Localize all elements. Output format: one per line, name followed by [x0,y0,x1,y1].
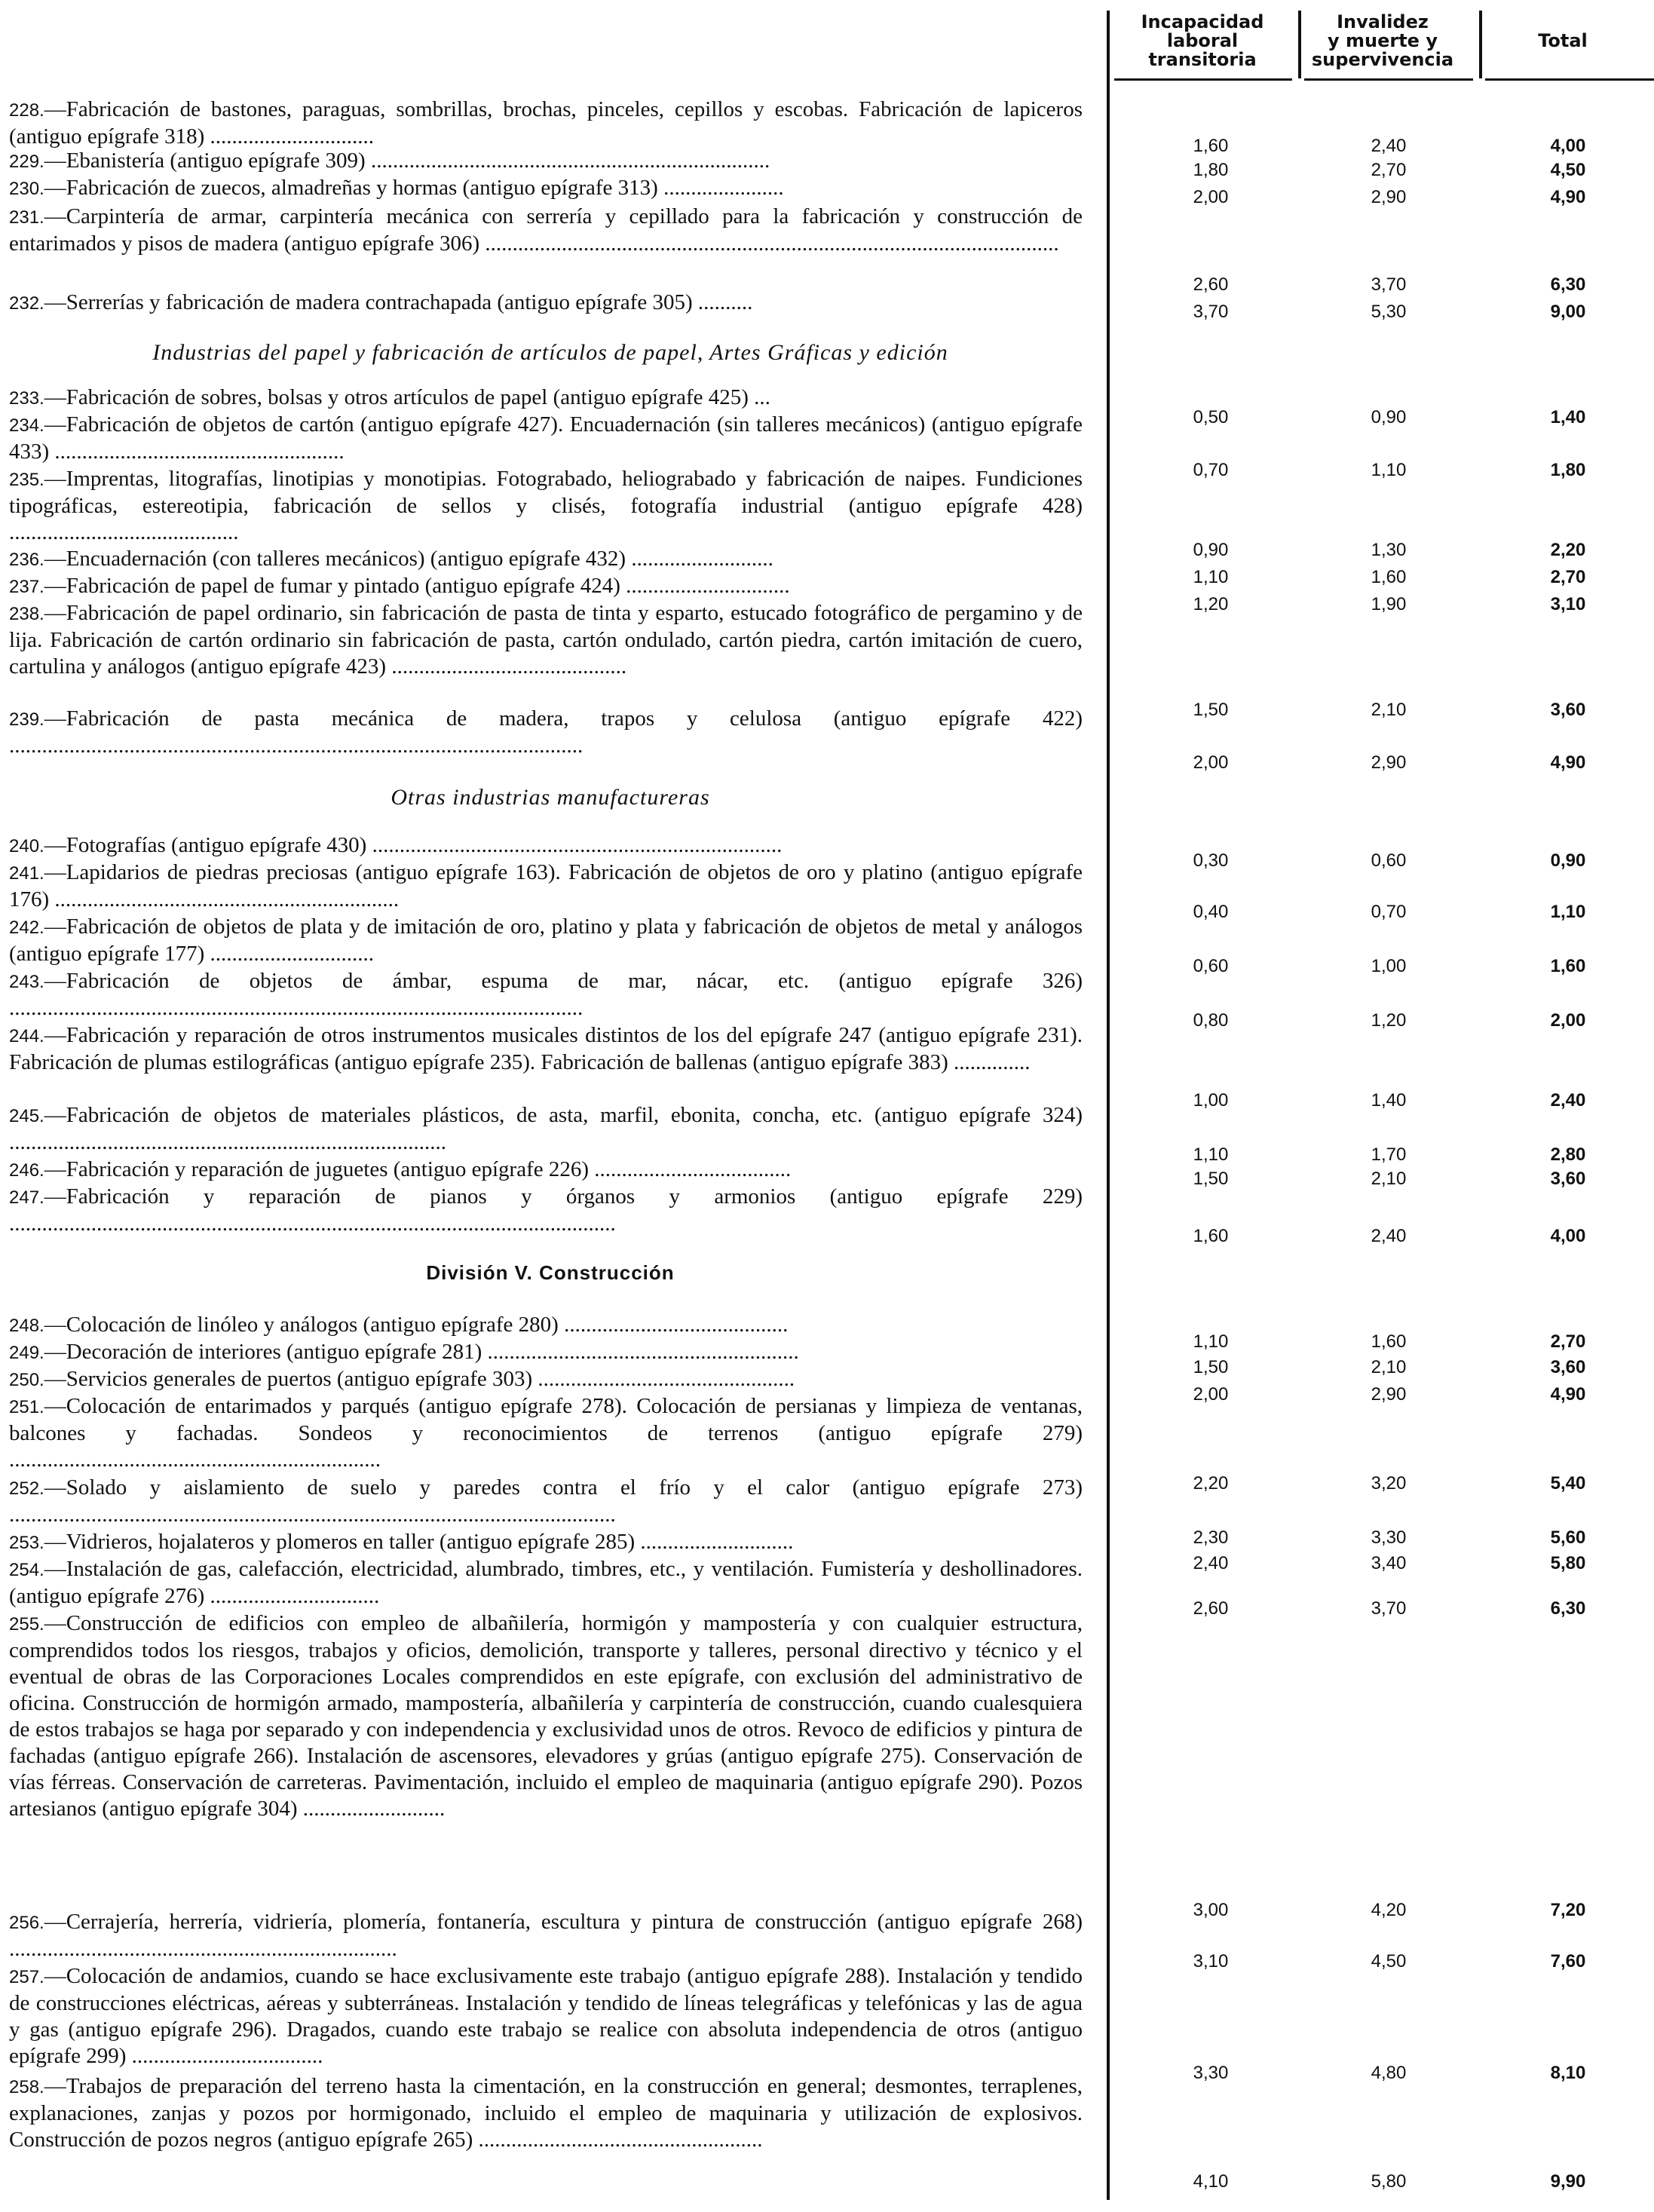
value-invalidez: 3,70 [1371,1598,1407,1619]
epigrafe-number: 237. [9,577,44,597]
epigrafe-description: —Fabricación de objetos de plata y de imitación de oro, platino y plata y fabricación de objetos de metal y análogos (antiguo epígrafe 177) .............................. [9,915,1083,966]
value-total: 1,80 [1550,460,1586,480]
value-incapacidad: 1,10 [1193,1331,1229,1352]
epigrafe-entry [9,1556,1083,1610]
value-invalidez: 5,30 [1371,302,1407,322]
epigrafe-number: 242. [9,918,44,938]
value-incapacidad: 2,00 [1193,1384,1229,1405]
epigrafe-number: 229. [9,152,44,172]
epigrafe-number: 232. [9,293,44,314]
epigrafe-entry [9,97,1083,150]
value-invalidez: 2,40 [1371,1226,1407,1246]
value-total: 7,20 [1550,1900,1586,1920]
value-invalidez: 0,90 [1371,407,1407,427]
epigrafe-number: 248. [9,1316,44,1336]
value-total: 9,90 [1550,2171,1586,2192]
epigrafe-entry [9,859,1083,913]
epigrafe-description: —Imprentas, litografías, linotipias y monotipias. Fotograbado, heliograbado y fabricación de naipes. Fundiciones tipográficas, estereotipia, fabricación de sellos y clisés, fotografía industrial (antiguo epígrafe 428) .......................................... [9,467,1083,544]
epigrafe-entry [9,600,1083,680]
value-incapacidad: 1,00 [1193,1090,1229,1111]
epigrafe-number: 257. [9,1967,44,1987]
value-incapacidad: 2,20 [1193,1473,1229,1494]
value-invalidez: 2,10 [1371,1357,1407,1377]
epigrafe-description: —Encuadernación (con talleres mecánicos) (antiguo epígrafe 432) .......................... [44,547,773,571]
value-incapacidad: 0,90 [1193,540,1229,560]
value-invalidez: 0,70 [1371,902,1407,922]
epigrafe-description: —Decoración de interiores (antiguo epígrafe 281) ......................................................... [44,1340,799,1364]
header-incapacidad: Incapacidad laboral transitoria [1141,11,1264,70]
value-invalidez: 4,80 [1371,2063,1407,2083]
header-invalidez: Invalidez y muerte y supervivencia [1311,11,1454,70]
value-total: 3,60 [1550,1357,1586,1377]
epigrafe-number: 244. [9,1026,44,1046]
value-incapacidad: 1,60 [1193,136,1229,156]
column-rule-2 [1298,11,1301,78]
epigrafe-entry [9,1529,1083,1556]
value-invalidez: 5,80 [1371,2171,1407,2192]
epigrafe-description: —Colocación de andamios, cuando se hace exclusivamente este trabajo (antiguo epígrafe 288). Instalación y tendido de construcciones eléctricas, aéreas y subterráneas. Instalación y tendido de líneas telegráficas y telefónicas y las de agua y gas (antiguo epígrafe 296). Dragados, cuando este trabajo se realice con absoluta independencia de otros (antiguo epígrafe 299) ................................... [9,1964,1083,2068]
epigrafe-entry [9,1102,1083,1156]
section-title: Industrias del papel y fabricación de artículos de papel, Artes Gráficas y edición [152,340,948,365]
value-incapacidad: 2,40 [1193,1553,1229,1573]
epigrafe-description: —Fabricación y reparación de juguetes (antiguo epígrafe 226) .................................... [44,1157,792,1181]
value-invalidez: 3,30 [1371,1527,1407,1548]
value-total: 9,00 [1550,302,1586,322]
value-incapacidad: 1,50 [1193,700,1229,720]
value-total: 2,00 [1550,1010,1586,1031]
epigrafe-entry [9,832,1083,859]
value-invalidez: 3,70 [1371,274,1407,295]
value-incapacidad: 0,80 [1193,1010,1229,1031]
value-total: 7,60 [1550,1951,1586,1971]
epigrafe-entry [9,1909,1083,1962]
epigrafe-description: —Servicios generales de puertos (antiguo epígrafe 303) ............................................... [44,1367,795,1391]
value-incapacidad: 3,10 [1193,1951,1229,1971]
value-total: 3,60 [1550,1169,1586,1189]
value-invalidez: 1,10 [1371,460,1407,480]
value-incapacidad: 2,60 [1193,1598,1229,1619]
value-total: 6,30 [1550,1598,1586,1619]
epigrafe-description: —Carpintería de armar, carpintería mecánica con serrería y cepillado para la fabricación y construcción de entarimados y pisos de madera (antiguo epígrafe 306) ......................................................................................................... [9,204,1083,256]
value-total: 1,10 [1550,902,1586,922]
epigrafe-description: —Instalación de gas, calefacción, electricidad, alumbrado, timbres, etc., y ventilación. Fumistería y deshollinadores. (antiguo epígrafe 276) ............................... [9,1557,1083,1608]
epigrafe-number: 238. [9,604,44,624]
epigrafe-description: —Fabricación de zuecos, almadreñas y hormas (antiguo epígrafe 313) ...................... [44,176,784,200]
value-invalidez: 1,00 [1371,956,1407,976]
table-header [1107,6,1654,75]
value-incapacidad: 4,10 [1193,2171,1229,2192]
epigrafe-description: —Fotografías (antiguo epígrafe 430) ........................................................................... [44,833,783,857]
value-total: 2,70 [1550,567,1586,587]
epigrafe-entry [9,175,1083,202]
epigrafe-number: 241. [9,863,44,884]
value-total: 1,40 [1550,407,1586,427]
value-invalidez: 1,90 [1371,594,1407,614]
epigrafe-number: 234. [9,415,44,436]
epigrafe-description: —Colocación de entarimados y parqués (antiguo epígrafe 278). Colocación de persianas y limpieza de ventanas, balcones y fachadas. Sondeos y reconocimientos de terrenos (antiguo epígrafe 279) .................................................................... [9,1394,1083,1472]
epigrafe-entry [9,466,1083,546]
epigrafe-entry [9,384,1083,412]
column-rule-3 [1479,11,1482,78]
value-invalidez: 1,60 [1371,567,1407,587]
epigrafe-description: —Fabricación de pasta mecánica de madera, trapos y celulosa (antiguo epígrafe 422) ......................................................................................................... [9,706,1083,758]
value-invalidez: 2,90 [1371,187,1407,207]
epigrafe-number: 254. [9,1560,44,1580]
epigrafe-description: —Fabricación de objetos de ámbar, espuma de mar, nácar, etc. (antiguo epígrafe 326) ......................................................................................................... [9,969,1083,1020]
value-incapacidad: 1,50 [1193,1357,1229,1377]
value-incapacidad: 1,80 [1193,160,1229,180]
epigrafe-entry [9,1312,1083,1339]
header-underline-3 [1485,78,1654,81]
value-incapacidad: 3,70 [1193,302,1229,322]
value-incapacidad: 3,00 [1193,1900,1229,1920]
epigrafe-description: —Fabricación de objetos de materiales plásticos, de asta, marfil, ebonita, concha, etc. (antiguo epígrafe 324) ................................................................................ [9,1103,1083,1154]
epigrafe-entry [9,1022,1083,1076]
value-invalidez: 3,20 [1371,1473,1407,1494]
value-invalidez: 1,20 [1371,1010,1407,1031]
epigrafe-number: 255. [9,1614,44,1634]
value-total: 3,10 [1550,594,1586,614]
value-total: 5,80 [1550,1553,1586,1573]
epigrafe-number: 228. [9,100,44,121]
epigrafe-description: —Trabajos de preparación del terreno hasta la cimentación, en la construcción en general; desmontes, terraplenes, explanaciones, zanjas y pozos por hormigonado, incluido el empleo de maquinaria y utilización de explosivos. Construcción de pozos negros (antiguo epígrafe 265) .................................................... [9,2074,1083,2152]
value-total: 8,10 [1550,2063,1586,2083]
value-total: 2,20 [1550,540,1586,560]
value-total: 4,00 [1550,136,1586,156]
epigrafe-entry [9,1366,1083,1393]
epigrafe-number: 247. [9,1187,44,1208]
value-incapacidad: 1,10 [1193,1144,1229,1165]
section-title: División V. Construcción [426,1261,675,1284]
epigrafe-number: 245. [9,1106,44,1126]
epigrafe-entry [9,148,1083,175]
value-invalidez: 4,50 [1371,1951,1407,1971]
value-total: 2,70 [1550,1331,1586,1352]
epigrafe-entry [9,1157,1083,1184]
epigrafe-description: —Fabricación de objetos de cartón (antiguo epígrafe 427). Encuadernación (sin talleres mecánicos) (antiguo epígrafe 433) ..................................................... [9,412,1083,464]
value-invalidez: 2,10 [1371,1169,1407,1189]
epigrafe-number: 231. [9,207,44,228]
value-incapacidad: 1,10 [1193,567,1229,587]
value-incapacidad: 0,50 [1193,407,1229,427]
value-total: 4,90 [1550,752,1586,773]
epigrafe-number: 246. [9,1160,44,1181]
value-invalidez: 3,40 [1371,1553,1407,1573]
value-invalidez: 1,30 [1371,540,1407,560]
value-invalidez: 1,60 [1371,1331,1407,1352]
epigrafe-description: —Cerrajería, herrería, vidriería, plomería, fontanería, escultura y pintura de construcción (antiguo epígrafe 268) ....................................................................... [9,1910,1083,1961]
value-total: 6,30 [1550,274,1586,295]
value-invalidez: 4,20 [1371,1900,1407,1920]
value-total: 5,60 [1550,1527,1586,1548]
value-invalidez: 2,90 [1371,752,1407,773]
epigrafe-number: 239. [9,709,44,730]
value-total: 4,90 [1550,1384,1586,1405]
epigrafe-description: —Colocación de linóleo y análogos (antiguo epígrafe 280) ......................................... [44,1313,789,1337]
value-incapacidad: 1,20 [1193,594,1229,614]
epigrafe-description: —Ebanistería (antiguo epígrafe 309) ......................................................................... [44,149,770,173]
epigrafe-entry [9,968,1083,1022]
epigrafe-entry [9,706,1083,759]
epigrafe-number: 236. [9,550,44,570]
column-rule-1 [1107,11,1110,2200]
value-incapacidad: 1,50 [1193,1169,1229,1189]
epigrafe-number: 256. [9,1913,44,1933]
value-invalidez: 2,70 [1371,160,1407,180]
epigrafe-number: 252. [9,1478,44,1499]
value-total: 2,40 [1550,1090,1586,1111]
epigrafe-description: —Fabricación y reparación de pianos y órganos y armonios (antiguo epígrafe 229) ............................................................................................................... [9,1184,1083,1236]
value-invalidez: 2,90 [1371,1384,1407,1405]
value-incapacidad: 0,40 [1193,902,1229,922]
value-incapacidad: 2,60 [1193,274,1229,295]
value-incapacidad: 2,00 [1193,752,1229,773]
header-underline-2 [1304,78,1473,81]
value-total: 4,00 [1550,1226,1586,1246]
value-invalidez: 1,70 [1371,1144,1407,1165]
epigrafe-entry [9,204,1083,257]
epigrafe-entry [9,1610,1083,1822]
epigrafe-entry [9,290,1083,317]
value-total: 5,40 [1550,1473,1586,1494]
epigrafe-description: —Serrerías y fabricación de madera contrachapada (antiguo epígrafe 305) .......... [44,290,753,314]
epigrafe-number: 240. [9,836,44,856]
epigrafe-number: 243. [9,972,44,992]
value-invalidez: 1,40 [1371,1090,1407,1111]
epigrafe-description: —Fabricación y reparación de otros instrumentos musicales distintos de los del epígrafe 247 (antiguo epígrafe 231). Fabricación de plumas estilográficas (antiguo epígrafe 235). Fabricación de ballenas (antiguo epígrafe 383) .............. [9,1023,1083,1074]
epigrafe-number: 253. [9,1533,44,1553]
epigrafe-description: —Fabricación de papel ordinario, sin fabricación de pasta de tinta y esparto, estucado fotográfico de pergamino y de lija. Fabricación de cartón ordinario sin fabricación de pasta, cartón ondulado, cartón piedra, cartón imitación de cuero, cartulina y análogos (antiguo epígrafe 423) ........................................... [9,601,1083,679]
epigrafe-number: 251. [9,1397,44,1417]
epigrafe-number: 235. [9,470,44,490]
value-incapacidad: 1,60 [1193,1226,1229,1246]
value-invalidez: 2,40 [1371,136,1407,156]
value-incapacidad: 3,30 [1193,2063,1229,2083]
value-incapacidad: 2,30 [1193,1527,1229,1548]
value-total: 1,60 [1550,956,1586,976]
section-title: Otras industrias manufactureras [391,785,710,810]
epigrafe-entry [9,1184,1083,1237]
epigrafe-number: 233. [9,388,44,409]
epigrafe-number: 258. [9,2077,44,2097]
epigrafe-entry [9,2073,1083,2153]
epigrafe-description: —Solado y aislamiento de suelo y paredes contra el frío y el calor (antiguo epígrafe 273) ............................................................................................................... [9,1475,1083,1527]
value-incapacidad: 0,70 [1193,460,1229,480]
value-total: 3,60 [1550,700,1586,720]
value-incapacidad: 0,60 [1193,956,1229,976]
epigrafe-number: 250. [9,1370,44,1390]
epigrafe-entry [9,412,1083,465]
epigrafe-entry [9,1963,1083,2070]
value-total: 4,50 [1550,160,1586,180]
header-underline-1 [1114,78,1292,81]
value-total: 4,90 [1550,187,1586,207]
value-total: 2,80 [1550,1144,1586,1165]
value-incapacidad: 0,30 [1193,850,1229,871]
value-incapacidad: 2,00 [1193,187,1229,207]
epigrafe-description: —Lapidarios de piedras preciosas (antiguo epígrafe 163). Fabricación de objetos de oro y platino (antiguo epígrafe 176) ............................................................... [9,860,1083,911]
value-invalidez: 0,60 [1371,850,1407,871]
epigrafe-description: —Fabricación de papel de fumar y pintado (antiguo epígrafe 424) .............................. [44,574,790,598]
epigrafe-entry [9,546,1083,573]
epigrafe-entry [9,1393,1083,1473]
epigrafe-number: 230. [9,179,44,199]
header-total: Total [1538,29,1588,51]
value-invalidez: 2,10 [1371,700,1407,720]
epigrafe-entry [9,1339,1083,1366]
epigrafe-description: —Construcción de edificios con empleo de albañilería, hormigón y mampostería y con cualquier estructura, comprendidos todos los riesgos, trabajos y oficios, demolición, transporte y talleres, personal directivo y técnico y el eventual de obras de las Corporaciones Locales comprendidos en este epígrafe, con exclusión del administrativo de oficina. Construcción de hormigón armado, mampostería, albañilería y carpintería de construcción, cuando cualesquiera de estos trabajos se haga por separado y con independencia y exclusividad unos de otros. Revoco de edificios y pintura de fachadas (antiguo epígrafe 266). Instalación de ascensores, elevadores y grúas (antiguo epígrafe 275). Conservación de vías férreas. Conservación de carreteras. Pavimentación, incluido el empleo de maquinaria (antiguo epígrafe 290). Pozos artesianos (antiguo epígrafe 304) .......................... [9,1611,1083,1821]
epigrafe-entry [9,914,1083,967]
value-total: 0,90 [1550,850,1586,871]
epigrafe-description: —Vidrieros, hojalateros y plomeros en taller (antiguo epígrafe 285) ............................ [44,1530,794,1554]
epigrafe-description: —Fabricación de bastones, paraguas, sombrillas, brochas, pinceles, cepillos y escobas. Fabricación de lapiceros (antiguo epígrafe 318) .............................. [9,97,1083,149]
epigrafe-description: —Fabricación de sobres, bolsas y otros artículos de papel (antiguo epígrafe 425) ... [44,385,770,409]
epigrafe-entry [9,1475,1083,1528]
epigrafe-number: 249. [9,1343,44,1363]
epigrafe-entry [9,573,1083,600]
